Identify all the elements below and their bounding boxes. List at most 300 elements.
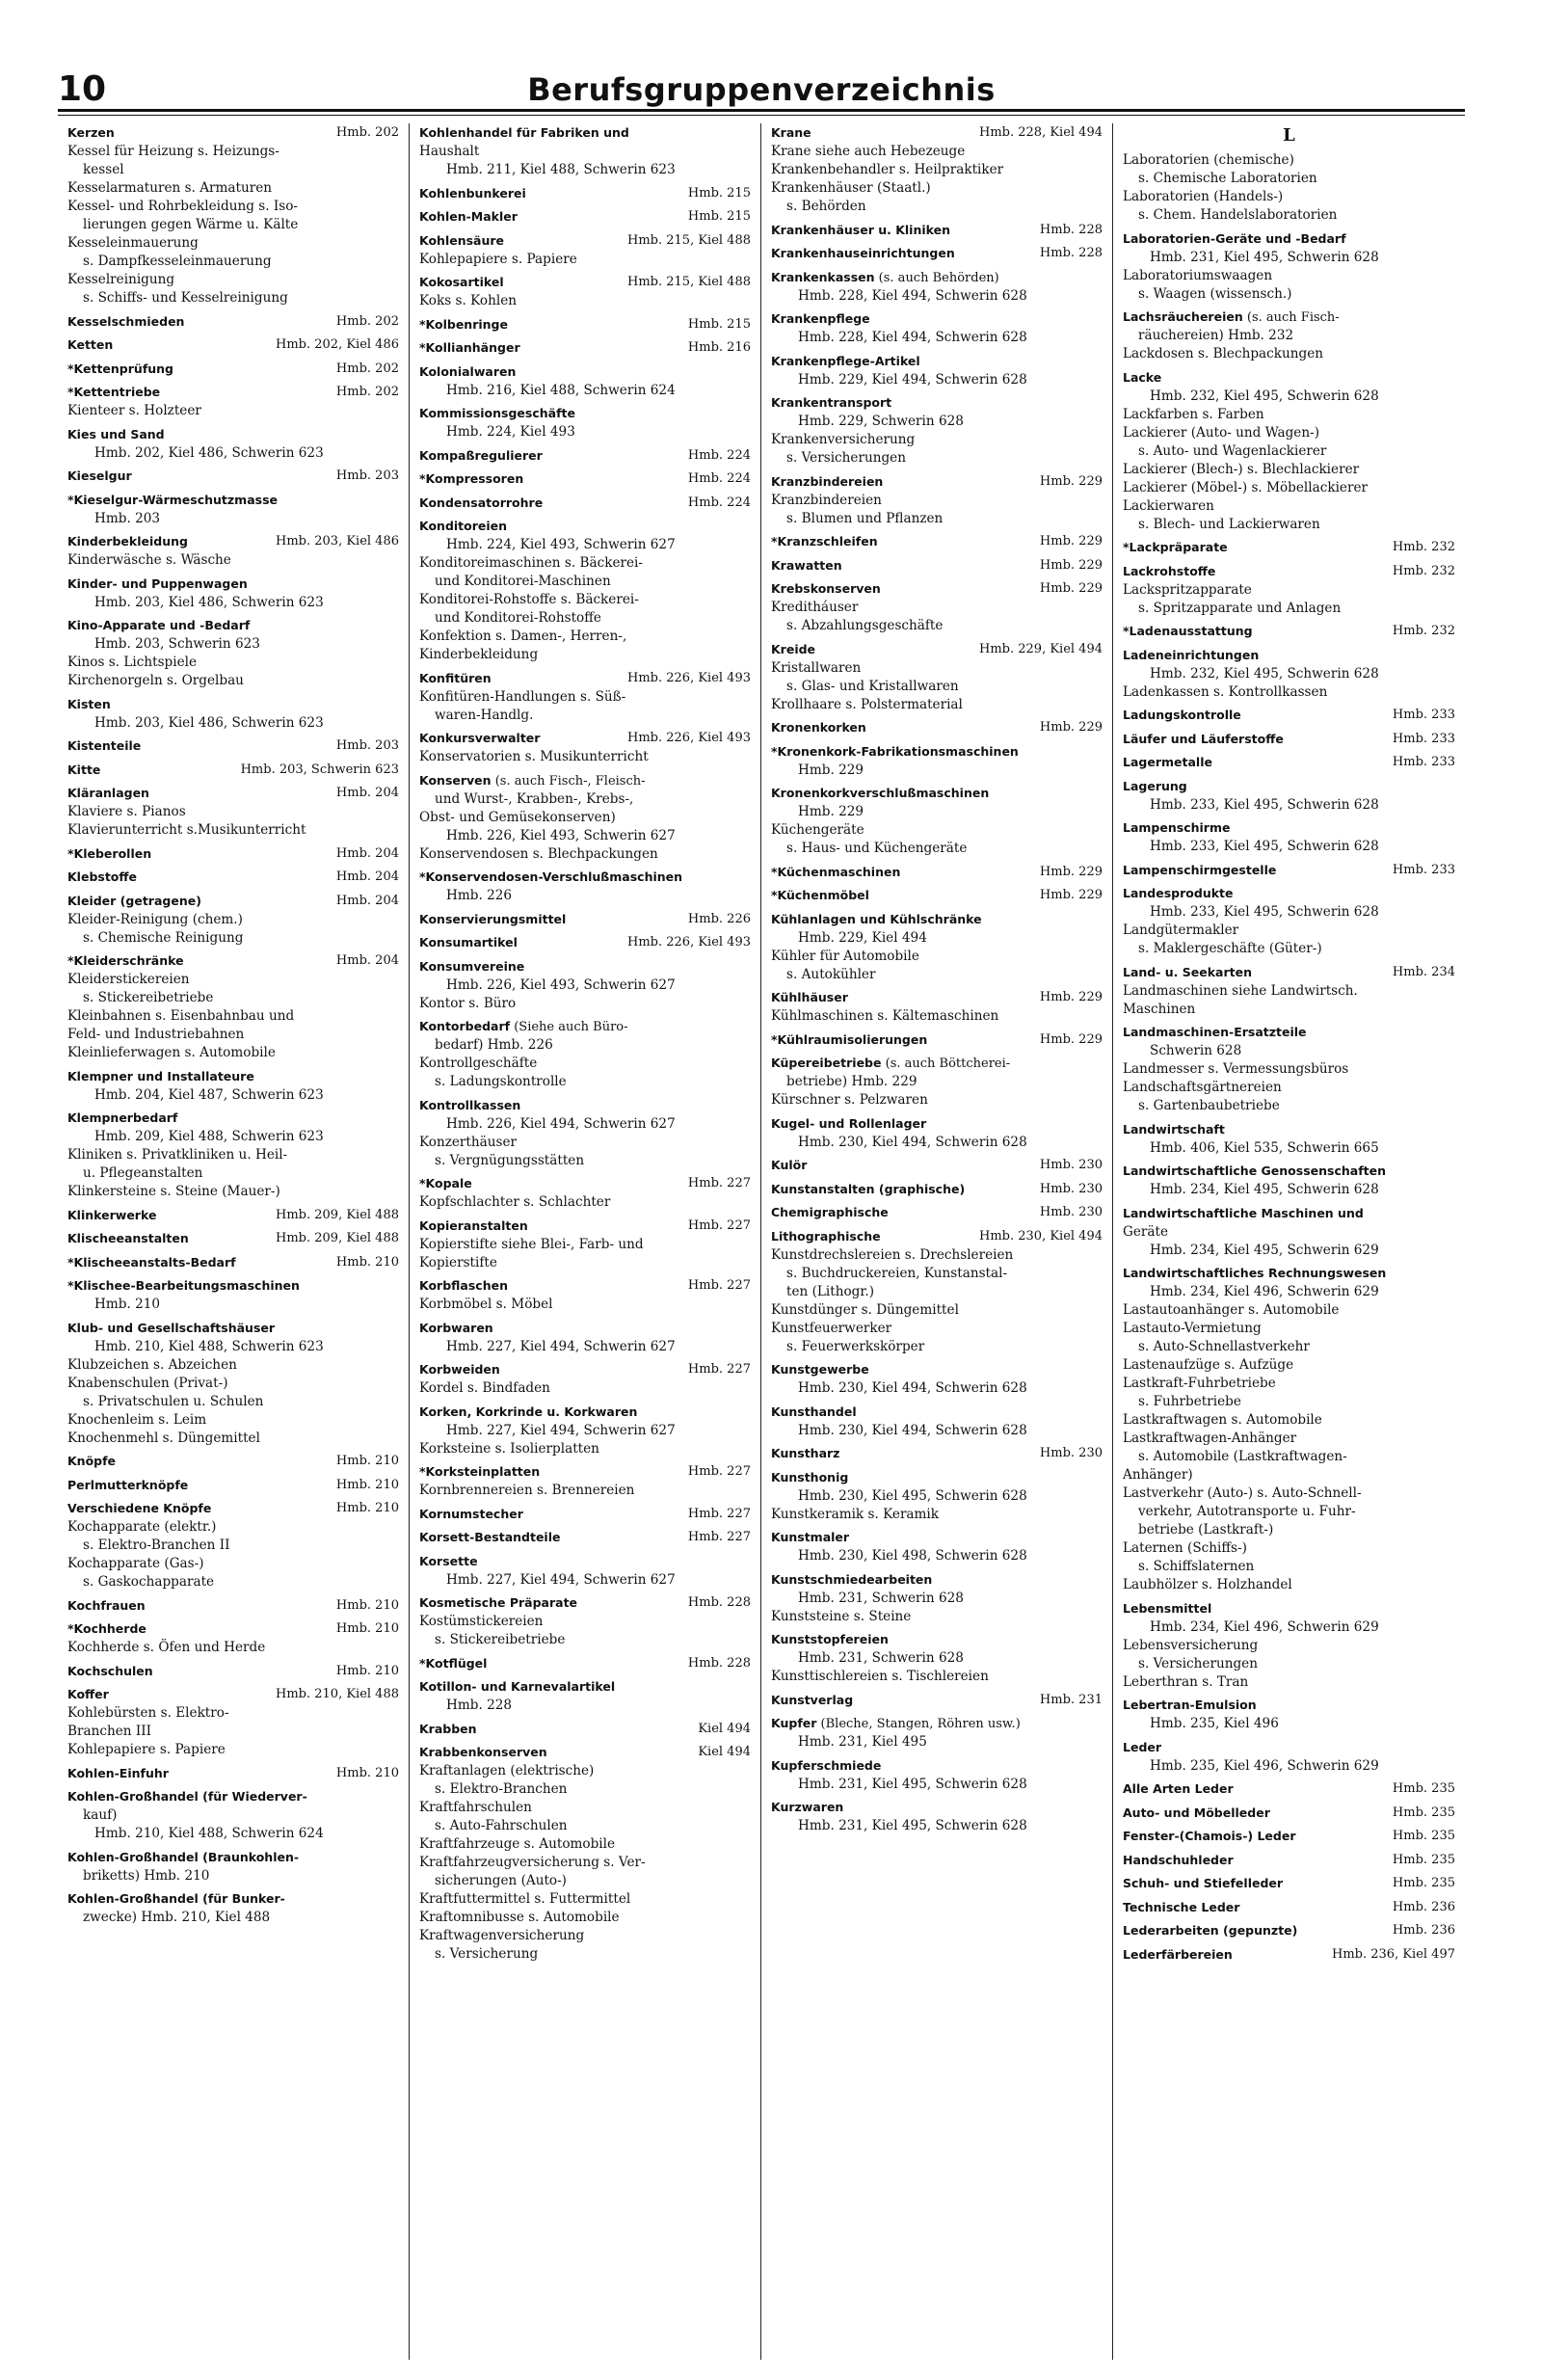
entry-line: Hmb. 224, Kiel 493, Schwerin 627 bbox=[446, 537, 676, 552]
header-rule bbox=[58, 109, 1465, 112]
directory-entry bbox=[771, 268, 1103, 306]
entry-heading: Kinderbekleidung bbox=[67, 534, 188, 548]
entry-line: Kraftanlagen (elektrische) bbox=[419, 1763, 595, 1778]
directory-entry bbox=[419, 1743, 751, 1964]
entry-heading: Kühlhäuser bbox=[771, 990, 848, 1004]
entry-line: Hmb. 210, Kiel 488, Schwerin 624 bbox=[94, 1826, 324, 1841]
entry-heading: Konservierungsmittel bbox=[419, 911, 567, 926]
entry-locations: Hmb. 210 bbox=[335, 1454, 399, 1468]
entry-line: Kienteer s. Holzteer bbox=[67, 403, 201, 418]
entry-line: Hmb. 216, Kiel 488, Schwerin 624 bbox=[446, 382, 676, 398]
entry-locations: Hmb. 229 bbox=[1039, 888, 1103, 902]
entry-locations: Hmb. 231 bbox=[1039, 1692, 1103, 1707]
entry-heading: Kleider (getragene) bbox=[67, 893, 201, 908]
entry-line: s. Spritzapparate und Anlagen bbox=[1138, 600, 1342, 616]
entry-heading: Kitte bbox=[67, 762, 101, 777]
directory-entry bbox=[771, 1756, 1103, 1794]
directory-entry bbox=[419, 123, 751, 179]
entry-heading: Klinkerwerke bbox=[67, 1207, 157, 1222]
entry-line: und Wurst-, Krabben-, Krebs-, bbox=[435, 790, 634, 807]
entry-locations: Hmb. 228 bbox=[687, 1655, 751, 1671]
directory-entry bbox=[771, 863, 1103, 882]
directory-entry bbox=[1123, 963, 1455, 1019]
entry-heading: Kupfer bbox=[771, 1716, 817, 1730]
entry-heading: *Korksteinplatten bbox=[419, 1464, 541, 1479]
entry-line: Hmb. 227, Kiel 494, Schwerin 627 bbox=[446, 1571, 676, 1588]
entry-heading: Kohlen-Großhandel (für Wiederver- bbox=[67, 1789, 307, 1804]
entry-heading: Auto- und Möbelleder bbox=[1123, 1805, 1270, 1820]
directory-entry bbox=[67, 335, 399, 355]
entry-heading: Konfitüren bbox=[419, 670, 492, 685]
entry-line: s. Versicherungen bbox=[1138, 1655, 1258, 1671]
entry-line: Hmb. 228 bbox=[446, 1698, 513, 1713]
column-3 bbox=[761, 123, 1113, 2360]
entry-line: kessel bbox=[83, 162, 124, 177]
entry-line: Klaviere s. Pianos bbox=[67, 804, 186, 819]
entry-locations: Hmb. 228, Kiel 494 bbox=[979, 125, 1103, 140]
entry-heading: Kunstschmiedearbeiten bbox=[771, 1571, 933, 1587]
entry-line: betriebe (Lastkraft-) bbox=[1138, 1522, 1274, 1538]
entry-line: Hmb. 210, Kiel 488, Schwerin 623 bbox=[94, 1338, 324, 1354]
entry-line: s. Privatschulen u. Schulen bbox=[83, 1393, 264, 1409]
directory-entry bbox=[67, 425, 399, 463]
entry-locations: Hmb. 233 bbox=[1392, 708, 1455, 722]
directory-entry bbox=[419, 669, 751, 725]
entry-heading: Lampenschirmgestelle bbox=[1123, 862, 1277, 877]
entry-heading: Kohlen-Einfuhr bbox=[67, 1765, 169, 1780]
directory-entry bbox=[771, 1180, 1103, 1199]
entry-locations: Hmb. 229 bbox=[1039, 1031, 1103, 1047]
entry-line: s. Buchdruckereien, Kunstanstal- bbox=[786, 1265, 1008, 1281]
entry-heading: *Küchenmaschinen bbox=[771, 864, 901, 879]
entry-locations: Hmb. 227 bbox=[687, 1176, 751, 1190]
entry-line: Hmb. 231, Kiel 495, Schwerin 628 bbox=[1150, 249, 1379, 265]
entry-heading: Landesprodukte bbox=[1123, 886, 1234, 900]
entry-line: Klubzeichen s. Abzeichen bbox=[67, 1356, 237, 1373]
directory-entry bbox=[67, 1109, 399, 1201]
entry-heading: Lagermetalle bbox=[1123, 755, 1212, 769]
directory-entry bbox=[1123, 706, 1455, 725]
entry-locations: Hmb. 203, Schwerin 623 bbox=[240, 762, 399, 777]
directory-entry bbox=[771, 784, 1103, 858]
entry-heading: Konkursverwalter bbox=[419, 731, 541, 745]
entry-line: Kraftfahrzeugversicherung s. Ver- bbox=[419, 1855, 646, 1870]
directory-entry bbox=[419, 404, 751, 441]
entry-line: Kraftfahrschulen bbox=[419, 1800, 532, 1815]
entry-locations: Hmb. 230 bbox=[1039, 1205, 1103, 1219]
entry-heading: Lebensmittel bbox=[1123, 1600, 1212, 1616]
directory-entry bbox=[1123, 1898, 1455, 1917]
entry-line: bedarf) Hmb. 226 bbox=[435, 1037, 553, 1053]
entry-line: Lackdosen s. Blechpackungen bbox=[1123, 346, 1324, 361]
entry-locations: Hmb. 209, Kiel 488 bbox=[276, 1231, 399, 1245]
directory-entry bbox=[67, 1452, 399, 1471]
entry-line: Kraftfahrzeuge s. Automobile bbox=[419, 1836, 616, 1852]
directory-entry bbox=[771, 1030, 1103, 1050]
entry-heading: Kohlen-Makler bbox=[419, 209, 518, 224]
entry-line: Hmb. 235, Kiel 496, Schwerin 629 bbox=[1150, 1757, 1379, 1774]
entry-line: Hmb. 406, Kiel 535, Schwerin 665 bbox=[1150, 1139, 1379, 1156]
entry-locations: Hmb. 215 bbox=[687, 209, 751, 224]
entry-heading: Leder bbox=[1123, 1739, 1162, 1754]
entry-line: waren-Handlg. bbox=[435, 707, 534, 723]
entry-heading: Lachsräuchereien bbox=[1123, 309, 1243, 324]
entry-heading: *Kranzschleifen bbox=[771, 534, 878, 548]
directory-entry bbox=[771, 1403, 1103, 1440]
entry-heading: Krabben bbox=[419, 1721, 477, 1736]
entry-heading: Kompaßregulierer bbox=[419, 447, 543, 463]
entry-locations: Hmb. 202 bbox=[335, 361, 399, 376]
entry-heading: *Kettenprüfung bbox=[67, 361, 174, 376]
directory-entry bbox=[67, 467, 399, 486]
entry-locations: Hmb. 216 bbox=[687, 340, 751, 355]
entry-line: Hmb. 232, Kiel 495, Schwerin 628 bbox=[1150, 665, 1379, 682]
entry-line: Hmb. 231, Schwerin 628 bbox=[798, 1590, 964, 1606]
entry-line: Krankenhäuser (Staatl.) bbox=[771, 180, 931, 196]
directory-entry bbox=[1123, 368, 1455, 534]
entry-locations: Hmb. 203 bbox=[335, 738, 399, 753]
directory-entry bbox=[771, 718, 1103, 737]
entry-locations: Hmb. 210 bbox=[335, 1621, 399, 1636]
entry-heading: Kochfrauen bbox=[67, 1597, 146, 1613]
entry-line: Koks s. Kohlen bbox=[419, 293, 518, 308]
entry-line: Branchen III bbox=[67, 1724, 151, 1739]
entry-heading: Kläranlagen bbox=[67, 786, 149, 800]
column-1 bbox=[58, 123, 410, 2360]
entry-locations: Hmb. 204 bbox=[335, 786, 399, 800]
directory-entry bbox=[771, 1630, 1103, 1686]
directory-entry bbox=[771, 1444, 1103, 1463]
entry-line: s. Elektro-Branchen bbox=[435, 1781, 568, 1797]
entry-line: s. Autokühler bbox=[786, 966, 876, 982]
entry-line: betriebe) Hmb. 229 bbox=[786, 1074, 917, 1089]
entry-line: Hmb. 229, Schwerin 628 bbox=[798, 414, 964, 429]
entry-heading: Kunstverlag bbox=[771, 1692, 854, 1707]
entry-locations: Hmb. 232 bbox=[1392, 540, 1455, 554]
entry-line: s. Waagen (wissensch.) bbox=[1138, 285, 1292, 302]
entry-heading: *Kleiderschränke bbox=[67, 953, 184, 968]
entry-locations: Hmb. 229 bbox=[1039, 990, 1103, 1004]
entry-line: Krane siehe auch Hebezeuge bbox=[771, 144, 966, 159]
entry-heading: Klempnerbedarf bbox=[67, 1110, 178, 1125]
entry-locations: Hmb. 229, Kiel 494 bbox=[979, 641, 1103, 656]
entry-line: Landmaschinen siehe Landwirtsch. bbox=[1123, 982, 1358, 999]
directory-entry bbox=[67, 1319, 399, 1448]
directory-entry bbox=[771, 556, 1103, 575]
directory-entry bbox=[419, 231, 751, 269]
entry-locations: Hmb. 229 bbox=[1039, 864, 1103, 879]
entry-heading: Kurzwaren bbox=[771, 1800, 844, 1814]
directory-entry bbox=[67, 1662, 399, 1681]
entry-locations: Hmb. 233 bbox=[1392, 731, 1455, 746]
entry-line: Kornbrennereien s. Brennereien bbox=[419, 1483, 635, 1498]
entry-line: Hmb. 229, Kiel 494 bbox=[798, 929, 927, 946]
entry-heading: Krankenpflege-Artikel bbox=[771, 353, 920, 368]
entry-line: Kühler für Automobile bbox=[771, 948, 919, 964]
entry-line: Hmb. 231, Kiel 495 bbox=[798, 1734, 927, 1750]
entry-line: Korbmöbel s. Möbel bbox=[419, 1297, 553, 1312]
entry-locations: Hmb. 204 bbox=[335, 845, 399, 861]
entry-line: Lackfarben s. Farben bbox=[1123, 406, 1264, 422]
entry-heading: Kupferschmiede bbox=[771, 1757, 882, 1773]
entry-line: Kochapparate (Gas-) bbox=[67, 1556, 204, 1571]
entry-line: Knabenschulen (Privat-) bbox=[67, 1375, 228, 1391]
entry-heading: Technische Leder bbox=[1123, 1899, 1240, 1914]
directory-entry bbox=[419, 1403, 751, 1458]
entry-line: Hmb. 233, Kiel 495, Schwerin 628 bbox=[1150, 904, 1379, 920]
entry-locations: Hmb. 229 bbox=[1039, 473, 1103, 489]
entry-locations: Hmb. 210 bbox=[335, 1477, 399, 1492]
entry-locations: Hmb. 235 bbox=[1392, 1829, 1455, 1843]
entry-line: Hmb. 203, Kiel 486, Schwerin 623 bbox=[94, 594, 324, 610]
directory-entry bbox=[1123, 538, 1455, 557]
entry-heading: Landwirtschaftliches Rechnungswesen bbox=[1123, 1266, 1387, 1280]
entry-heading: Kronenkorkverschlußmaschinen bbox=[771, 786, 990, 800]
entry-line: s. Behörden bbox=[786, 199, 866, 214]
entry-locations: Hmb. 230 bbox=[1039, 1158, 1103, 1172]
entry-line: Konfitüren-Handlungen s. Süß- bbox=[419, 688, 626, 705]
directory-entry bbox=[1123, 1851, 1455, 1870]
entry-heading: Kunstmaler bbox=[771, 1530, 850, 1544]
directory-entry bbox=[67, 736, 399, 756]
entry-heading: *Konservendosen-Verschlußmaschinen bbox=[419, 869, 683, 884]
entry-line: Hmb. 226, Kiel 493, Schwerin 627 bbox=[446, 976, 676, 993]
entry-heading: Konsumartikel bbox=[419, 935, 518, 949]
directory-entry bbox=[67, 1596, 399, 1616]
entry-line: s. Chemische Laboratorien bbox=[1138, 171, 1317, 186]
entry-line: Hmb. 226, Kiel 494, Schwerin 627 bbox=[446, 1115, 676, 1132]
entry-line: Lastauto-Vermietung bbox=[1123, 1321, 1262, 1336]
entry-locations: Hmb. 227 bbox=[687, 1530, 751, 1544]
entry-line: s. Chem. Handelslaboratorien bbox=[1138, 207, 1338, 223]
entry-heading: Landmaschinen-Ersatzteile bbox=[1123, 1025, 1307, 1039]
entry-locations: Hmb. 202, Kiel 486 bbox=[276, 337, 399, 352]
entry-heading: Kohlen-Großhandel (Braunkohlen- bbox=[67, 1849, 300, 1864]
entry-line: Kreditháuser bbox=[771, 600, 859, 615]
entry-line: Hmb. 226, Kiel 493, Schwerin 627 bbox=[446, 827, 676, 843]
entry-heading: Koffer bbox=[67, 1687, 109, 1701]
entry-line: Leberthran s. Tran bbox=[1123, 1673, 1249, 1690]
directory-entry bbox=[1123, 1827, 1455, 1846]
entry-locations: Hmb. 209, Kiel 488 bbox=[276, 1207, 399, 1222]
entry-line: Hmb. 230, Kiel 494, Schwerin 628 bbox=[798, 1422, 1027, 1438]
entry-line: Hmb. 228, Kiel 494, Schwerin 628 bbox=[798, 287, 1027, 304]
directory-entry bbox=[419, 1017, 751, 1091]
directory-entry bbox=[1123, 1120, 1455, 1158]
entry-locations: Hmb. 224 bbox=[687, 495, 751, 510]
directory-entry bbox=[419, 933, 751, 952]
entry-line: Kessel- und Rohrbekleidung s. Iso- bbox=[67, 199, 298, 214]
entry-locations: (s. auch Fisch- bbox=[1242, 310, 1340, 325]
entry-line: Hmb. 227, Kiel 494, Schwerin 627 bbox=[446, 1422, 676, 1438]
entry-heading: Kunsthonig bbox=[771, 1469, 849, 1484]
directory-entry bbox=[67, 1787, 399, 1843]
entry-heading: *Kieselgur-Wärmeschutzmasse bbox=[67, 492, 278, 507]
entry-line: Kunststeine s. Steine bbox=[771, 1608, 912, 1624]
entry-line: und Konditorei-Rohstoffe bbox=[435, 610, 601, 626]
entry-heading: Lithographische bbox=[771, 1228, 881, 1243]
entry-locations: (s. auch Böttcherei- bbox=[881, 1056, 1011, 1071]
directory-entry bbox=[419, 1528, 751, 1547]
entry-line: Kopierstifte bbox=[419, 1254, 497, 1270]
entry-heading: Küpereibetriebe bbox=[771, 1056, 882, 1070]
entry-heading: Krane bbox=[771, 125, 811, 140]
entry-heading: Lampenschirme bbox=[1123, 820, 1231, 835]
entry-line: briketts) Hmb. 210 bbox=[83, 1867, 210, 1884]
entry-locations: Hmb. 210 bbox=[335, 1663, 399, 1678]
entry-line: Lastkraftwagen s. Automobile bbox=[1123, 1412, 1322, 1428]
entry-line: Hmb. 230, Kiel 494, Schwerin 628 bbox=[798, 1380, 1027, 1396]
entry-line: Kürschner s. Pelzwaren bbox=[771, 1092, 928, 1108]
entry-line: Kesseleinmauerung bbox=[67, 235, 199, 251]
entry-line: Hmb. 231, Schwerin 628 bbox=[798, 1650, 964, 1666]
entry-locations: Hmb. 236 bbox=[1392, 1899, 1455, 1914]
entry-heading: Kronenkorken bbox=[771, 720, 866, 735]
entry-line: Geräte bbox=[1123, 1223, 1169, 1240]
entry-heading: Kugel- und Rollenlager bbox=[771, 1115, 927, 1131]
directory-entry bbox=[67, 1476, 399, 1495]
entry-locations: Kiel 494 bbox=[698, 1745, 751, 1759]
entry-line: Hmb. 233, Kiel 495, Schwerin 628 bbox=[1150, 839, 1379, 854]
directory-entry bbox=[771, 393, 1103, 468]
entry-heading: *Klischeeanstalts-Bedarf bbox=[67, 1254, 236, 1270]
entry-heading: Schuh- und Stiefelleder bbox=[1123, 1876, 1284, 1890]
entry-locations: Hmb. 210 bbox=[335, 1765, 399, 1780]
entry-heading: Krebskonserven bbox=[771, 581, 881, 596]
entry-locations: Hmb. 236 bbox=[1392, 1923, 1455, 1938]
entry-line: Hmb. 234, Kiel 496, Schwerin 629 bbox=[1150, 1284, 1379, 1299]
entry-line: Konservatorien s. Musikunterricht bbox=[419, 749, 649, 764]
entry-line: Kühlmaschinen s. Kältemaschinen bbox=[771, 1008, 999, 1024]
entry-locations: Hmb. 228 bbox=[1039, 246, 1103, 260]
entry-locations: Hmb. 229 bbox=[1039, 534, 1103, 548]
section-letter: L bbox=[1283, 125, 1295, 146]
directory-entry bbox=[771, 1114, 1103, 1152]
directory-entry bbox=[67, 532, 399, 570]
directory-entry bbox=[771, 1156, 1103, 1175]
directory-entry bbox=[67, 123, 399, 308]
entry-heading: Kreide bbox=[771, 641, 816, 656]
entry-locations: Hmb. 233 bbox=[1392, 862, 1455, 877]
entry-line: Kinderwäsche s. Wäsche bbox=[67, 552, 231, 568]
entry-line: Kinos s. Lichtspiele bbox=[67, 655, 198, 670]
entry-line: Konfektion s. Damen-, Herren-, bbox=[419, 628, 627, 644]
directory-entry bbox=[67, 1276, 399, 1314]
directory-entry bbox=[771, 1570, 1103, 1626]
entry-line: Hmb. 227, Kiel 494, Schwerin 627 bbox=[446, 1338, 676, 1354]
directory-entry bbox=[419, 494, 751, 513]
directory-entry bbox=[419, 1096, 751, 1170]
entry-line: s. Schiffslaternen bbox=[1138, 1559, 1255, 1574]
directory-entry bbox=[419, 1360, 751, 1398]
entry-line: s. Versicherungen bbox=[786, 450, 906, 466]
directory-entry bbox=[67, 892, 399, 948]
entry-locations: Hmb. 204 bbox=[335, 869, 399, 884]
entry-line: s. Abzahlungsgeschäfte bbox=[786, 618, 944, 633]
entry-line: s. Stickereibetriebe bbox=[435, 1632, 566, 1647]
entry-locations: Hmb. 215, Kiel 488 bbox=[627, 232, 751, 248]
entry-line: Kraftomnibusse s. Automobile bbox=[419, 1910, 620, 1925]
entry-line: s. Schiffs- und Kesselreinigung bbox=[83, 290, 288, 306]
entry-locations: Hmb. 236, Kiel 497 bbox=[1332, 1946, 1455, 1962]
directory-entry bbox=[771, 640, 1103, 714]
directory-entry bbox=[771, 742, 1103, 780]
directory-entry bbox=[67, 1848, 399, 1885]
entry-heading: Kotillon- und Karnevalartikel bbox=[419, 1679, 616, 1694]
entry-line: Hmb. 203, Kiel 486, Schwerin 623 bbox=[94, 714, 324, 731]
entry-line: Kohlepapiere s. Papiere bbox=[419, 251, 577, 267]
entry-line: s. Gaskochapparate bbox=[83, 1574, 215, 1590]
entry-line: Küchengeräte bbox=[771, 822, 864, 838]
entry-heading: Kohlenbunkerei bbox=[419, 185, 526, 201]
entry-line: kauf) bbox=[83, 1807, 118, 1823]
entry-line: Kirchenorgeln s. Orgelbau bbox=[67, 673, 244, 688]
entry-line: Laternen (Schiffs-) bbox=[1123, 1540, 1247, 1556]
directory-entry bbox=[67, 951, 399, 1062]
entry-heading: Ladungskontrolle bbox=[1123, 708, 1241, 722]
entry-line: Hmb. 235, Kiel 496 bbox=[1150, 1716, 1279, 1731]
entry-line: Korksteine s. Isolierplatten bbox=[419, 1440, 599, 1457]
directory-entry bbox=[67, 1067, 399, 1105]
entry-line: Hmb. 234, Kiel 495, Schwerin 628 bbox=[1150, 1182, 1379, 1197]
entry-heading: Kochschulen bbox=[67, 1663, 153, 1678]
entry-heading: Kosmetische Präparate bbox=[419, 1595, 578, 1610]
entry-line: Konservendosen s. Blechpackungen bbox=[419, 845, 658, 862]
entry-line: s. Elektro-Branchen II bbox=[83, 1538, 230, 1553]
entry-line: s. Feuerwerkskörper bbox=[786, 1338, 925, 1354]
entry-line: Knochenmehl s. Düngemittel bbox=[67, 1430, 260, 1446]
entry-line: Hmb. 234, Kiel 495, Schwerin 629 bbox=[1150, 1242, 1379, 1258]
directory-entry bbox=[1123, 1779, 1455, 1799]
entry-line: Kleinbahnen s. Eisenbahnbau und bbox=[67, 1008, 295, 1024]
entry-line: Hmb. 229, Kiel 494, Schwerin 628 bbox=[798, 371, 1027, 388]
entry-heading: *Kleberollen bbox=[67, 845, 152, 861]
entry-line: Krankenbehandler s. Heilpraktiker bbox=[771, 162, 1004, 177]
entry-heading: Korbweiden bbox=[419, 1362, 500, 1377]
entry-locations: Hmb. 210 bbox=[335, 1254, 399, 1270]
directory-columns bbox=[58, 123, 1465, 2360]
entry-heading: *Küchenmöbel bbox=[771, 888, 869, 902]
entry-locations: Hmb. 227 bbox=[687, 1278, 751, 1293]
entry-heading: Lagerung bbox=[1123, 778, 1187, 793]
entry-locations: Hmb. 235 bbox=[1392, 1805, 1455, 1820]
entry-heading: Kontrollkassen bbox=[419, 1097, 521, 1112]
entry-heading: Knöpfe bbox=[67, 1454, 117, 1468]
entry-line: Lebensversicherung bbox=[1123, 1637, 1259, 1653]
entry-line: ten (Lithogr.) bbox=[786, 1283, 874, 1299]
entry-locations: Hmb. 202 bbox=[335, 125, 399, 140]
directory-entry bbox=[1123, 562, 1455, 618]
entry-line: Hmb. 230, Kiel 495, Schwerin 628 bbox=[798, 1487, 1027, 1504]
directory-entry bbox=[419, 729, 751, 766]
entry-line: Hmb. 230, Kiel 494, Schwerin 628 bbox=[798, 1134, 1027, 1150]
entry-heading: Krankenhäuser u. Kliniken bbox=[771, 222, 950, 237]
entry-heading: Kornumstecher bbox=[419, 1506, 523, 1521]
entry-line: s. Vergnügungsstätten bbox=[435, 1152, 585, 1168]
entry-heading: *Kettentriebe bbox=[67, 385, 161, 399]
directory-entry bbox=[1123, 884, 1455, 958]
entry-line: s. Gartenbaubetriebe bbox=[1138, 1098, 1280, 1113]
entry-locations: Hmb. 215 bbox=[687, 185, 751, 201]
entry-heading: Korsette bbox=[419, 1553, 478, 1568]
entry-line: Laboratorien (chemische) bbox=[1123, 152, 1294, 168]
directory-entry bbox=[771, 309, 1103, 347]
entry-line: s. Auto-Fahrschulen bbox=[435, 1818, 568, 1833]
entry-heading: Lederfärbereien bbox=[1123, 1946, 1233, 1962]
entry-heading: Krabbenkonserven bbox=[419, 1745, 547, 1759]
entry-line: Lackierer (Blech-) s. Blechlackierer bbox=[1123, 461, 1360, 477]
entry-heading: Korbwaren bbox=[419, 1320, 493, 1335]
